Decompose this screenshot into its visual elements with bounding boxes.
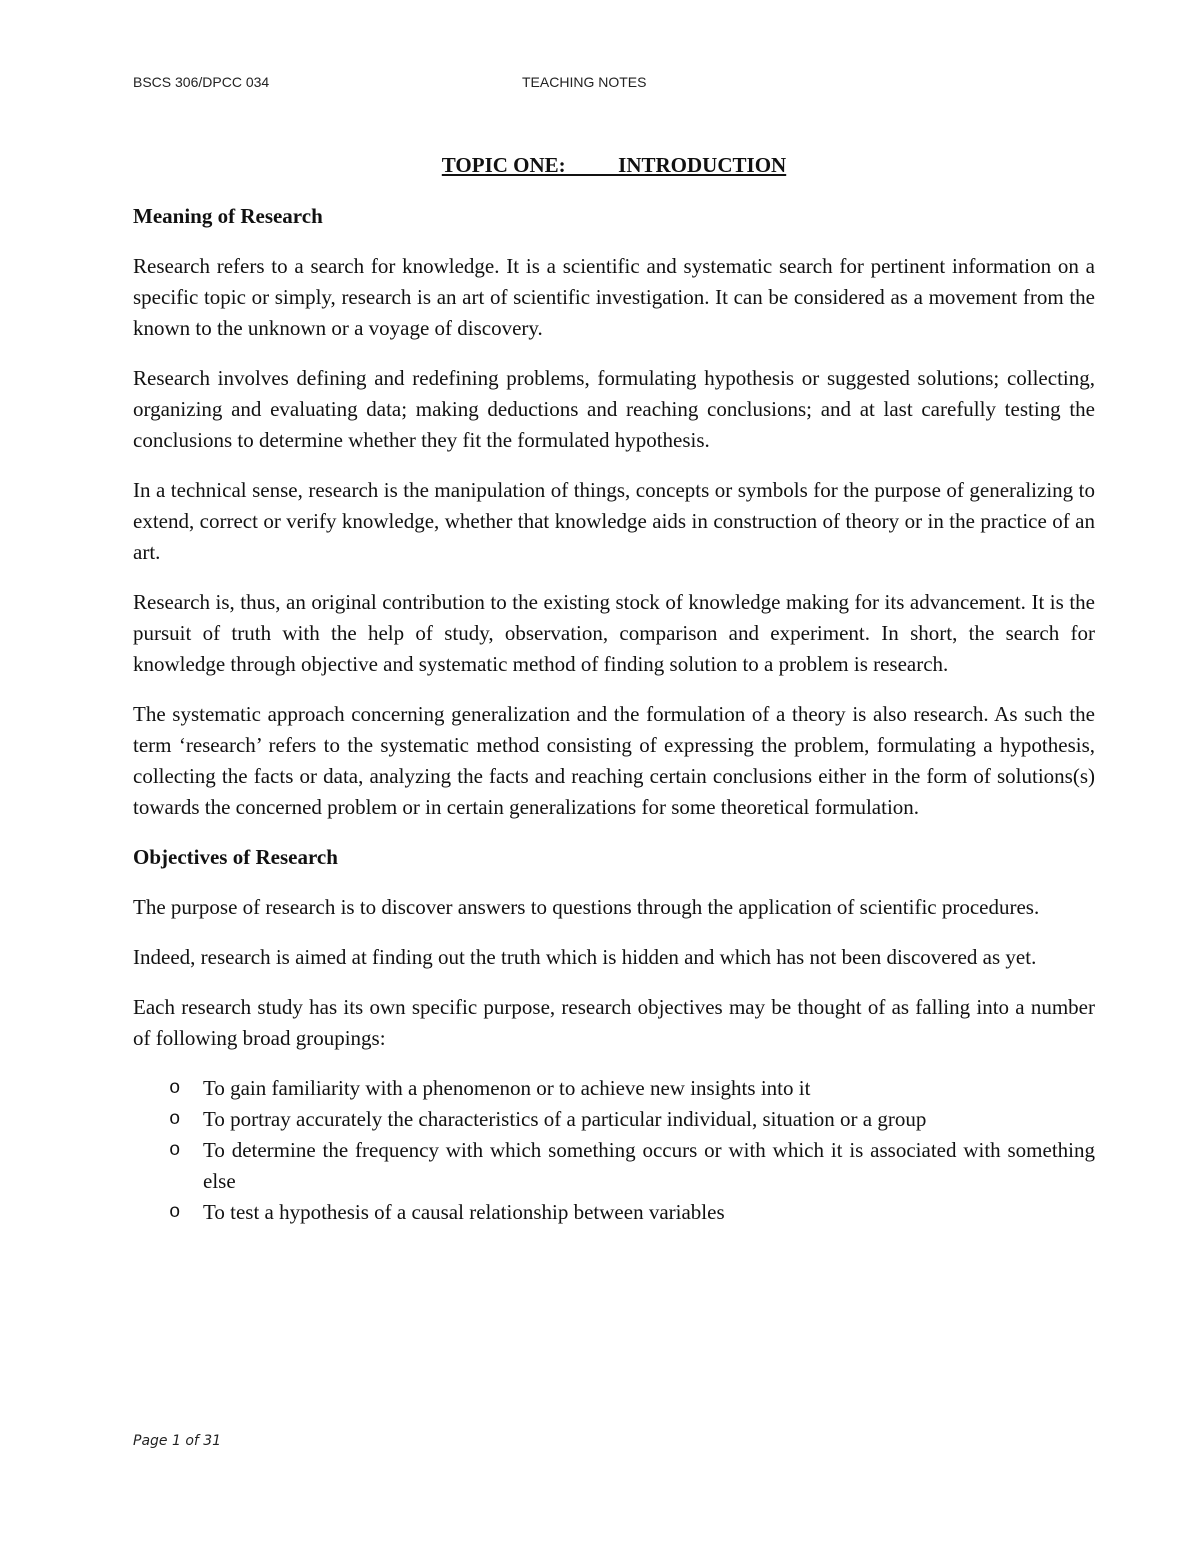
section-heading-meaning: Meaning of Research bbox=[133, 204, 323, 228]
bullet-circle-icon: o bbox=[169, 1077, 181, 1099]
document-body bbox=[133, 150, 1095, 1228]
paragraph: The systematic approach concerning generalization and the formulation of a theory is also research. As such the term ‘research’ refers to the systematic method consisting of expressing the problem, formulating a hypothesis, collecting the facts or data, analyzing the facts and reaching certain conclusions either in the form of solutions(s) towards the concerned problem or in certain generalizations for some theoretical formulation. bbox=[133, 702, 1095, 819]
header-doc-type: TEACHING NOTES bbox=[522, 74, 647, 90]
list-item-text: To gain familiarity with a phenomenon or to achieve new insights into it bbox=[203, 1076, 811, 1100]
list-item-text: To determine the frequency with which something occurs or with which it is associated with something else bbox=[203, 1138, 1095, 1193]
bullet-circle-icon: o bbox=[169, 1108, 181, 1130]
list-item bbox=[169, 1135, 1095, 1197]
paragraph: In a technical sense, research is the manipulation of things, concepts or symbols for the purpose of generalizing to extend, correct or verify knowledge, whether that knowledge aids in construction of theory or in the practice of an art. bbox=[133, 478, 1095, 564]
objectives-list bbox=[133, 1073, 1095, 1228]
bullet-circle-icon: o bbox=[169, 1201, 181, 1223]
list-item-text: To portray accurately the characteristics of a particular individual, situation or a group bbox=[203, 1107, 927, 1131]
list-item bbox=[169, 1197, 1095, 1228]
topic-title: TOPIC ONE: INTRODUCTION bbox=[441, 153, 787, 177]
list-item bbox=[169, 1104, 1095, 1135]
section-heading-objectives: Objectives of Research bbox=[133, 845, 338, 869]
page-number: Page 1 of 31 bbox=[133, 1433, 222, 1449]
bullet-circle-icon: o bbox=[169, 1139, 181, 1161]
list-item bbox=[169, 1073, 1095, 1104]
paragraph: Indeed, research is aimed at finding out the truth which is hidden and which has not been discovered as yet. bbox=[133, 945, 1037, 969]
paragraph: Research refers to a search for knowledge. It is a scientific and systematic search for pertinent information on a specific topic or simply, research is an art of scientific investigation. It can be considered as a movement from the known to the unknown or a voyage of discovery. bbox=[133, 254, 1095, 340]
paragraph: The purpose of research is to discover answers to questions through the application of scientific procedures. bbox=[133, 895, 1040, 919]
list-item-text: To test a hypothesis of a causal relationship between variables bbox=[203, 1200, 725, 1224]
paragraph: Research is, thus, an original contribution to the existing stock of knowledge making for its advancement. It is the pursuit of truth with the help of study, observation, comparison and experiment. In short, the search for knowledge through objective and systematic method of finding solution to a problem is research. bbox=[133, 590, 1095, 676]
header-course-code: BSCS 306/DPCC 034 bbox=[133, 74, 270, 90]
paragraph: Each research study has its own specific purpose, research objectives may be thought of as falling into a number of following broad groupings: bbox=[133, 995, 1095, 1050]
paragraph: Research involves defining and redefining problems, formulating hypothesis or suggested solutions; collecting, organizing and evaluating data; making deductions and reaching conclusions; and at last carefully testing the conclusions to determine whether they fit the formulated hypothesis. bbox=[133, 366, 1095, 452]
